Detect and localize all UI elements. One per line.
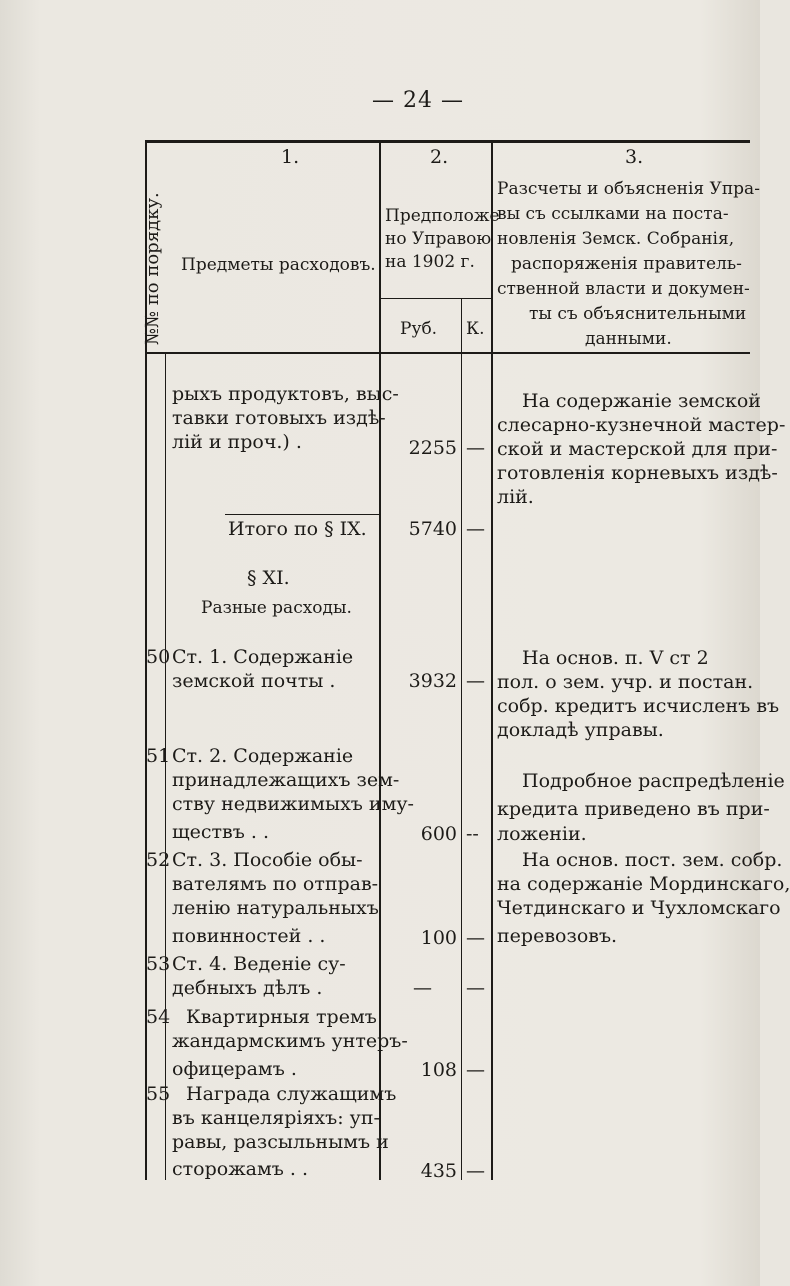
item-line: рыхъ продуктовъ, выс- xyxy=(172,383,399,405)
item-line: равы, разсыльнымъ и xyxy=(172,1131,389,1153)
note-line: готовленія корневыхъ издѣ- xyxy=(497,462,778,484)
col1-number: 1. xyxy=(281,146,300,168)
amount-kop: — xyxy=(466,1059,485,1081)
amount-kop: — xyxy=(466,1160,485,1182)
amount-kop: — xyxy=(466,670,485,692)
col-no-header: №№ по порядку. xyxy=(142,192,163,345)
note-line: Четдинскаго и Чухломскаго xyxy=(497,897,781,919)
col3-header-l2: вы съ ссылками на поста- xyxy=(497,204,729,224)
amount-kop: — xyxy=(466,927,485,949)
col3-header-l4: распоряженія правитель- xyxy=(511,254,742,274)
note-line: Подробное распредѣленіе xyxy=(522,770,785,792)
amount-rub: 100 xyxy=(420,927,457,949)
item-line: ству недвижимыхъ иму- xyxy=(172,793,414,815)
note-line: кредита приведено въ при- xyxy=(497,798,770,820)
col2-divider xyxy=(491,143,493,1180)
note-line: На основ. п. V ст 2 xyxy=(522,647,709,669)
amount-rub: 435 xyxy=(420,1160,457,1182)
item-line: офицерамъ . xyxy=(172,1058,297,1080)
row-number: 54 xyxy=(146,1006,171,1028)
note-line: лій. xyxy=(497,486,534,508)
amount-kop: — xyxy=(466,437,485,459)
amount-rub: — xyxy=(413,977,432,999)
col3-header-l6: ты съ объяснительными xyxy=(529,304,747,324)
col3-number: 3. xyxy=(625,146,644,168)
amount-kop: — xyxy=(466,977,485,999)
col3-header-l3: новленія Земск. Собранія, xyxy=(497,229,735,249)
item-line: принадлежащихъ зем- xyxy=(172,769,400,791)
row-number: 52 xyxy=(146,849,171,871)
col2-rubkop-divider xyxy=(461,298,462,1180)
note-line: ложеніи. xyxy=(497,823,587,845)
item-line: жандармскимъ унтеръ- xyxy=(172,1030,408,1052)
amount-rub: 600 xyxy=(420,823,457,845)
note-line: докладѣ управы. xyxy=(497,719,664,741)
item-line: въ канцеляріяхъ: уп- xyxy=(172,1107,380,1129)
item-line: Ст. 3. Пособіе обы- xyxy=(172,849,363,871)
item-line: дебныхъ дѣлъ . xyxy=(172,977,323,999)
total-kop: — xyxy=(466,518,485,540)
col3-header-l5: ственной власти и докумен- xyxy=(497,279,750,299)
col3-header-l7: данными. xyxy=(585,329,672,349)
item-line: Квартирныя тремъ xyxy=(186,1006,377,1028)
page-number: — 24 — xyxy=(372,88,464,113)
total-rule xyxy=(225,514,380,515)
row-number: 53 xyxy=(146,953,171,975)
item-line: Ст. 1. Содержаніе xyxy=(172,646,354,668)
total-label: Итого по § IX. xyxy=(228,518,367,540)
amount-rub: 108 xyxy=(420,1059,457,1081)
item-line: сторожамъ . . xyxy=(172,1158,309,1180)
note-line: перевозовъ. xyxy=(497,925,618,947)
item-line: вателямъ по отправ- xyxy=(172,873,379,895)
item-line: Ст. 4. Веденіе су- xyxy=(172,953,346,975)
amount-rub: 3932 xyxy=(408,670,457,692)
note-line: ской и мастерской для при- xyxy=(497,438,778,460)
item-line: ленію натуральныхъ xyxy=(172,897,379,919)
note-line: пол. о зем. учр. и постан. xyxy=(497,671,754,693)
note-line: на содержаніе Мординскаго, xyxy=(497,873,790,895)
table-top-rule xyxy=(145,140,750,143)
amount-kop: -- xyxy=(466,823,479,845)
col2-kop-header: К. xyxy=(466,319,485,339)
col3-header-l1: Разсчеты и объясненія Упра- xyxy=(497,179,760,199)
note-line: собр. кредитъ исчисленъ въ xyxy=(497,695,780,717)
amount-rub: 2255 xyxy=(408,437,457,459)
note-line: На содержаніе земской xyxy=(522,390,761,412)
total-rub: 5740 xyxy=(408,518,457,540)
col2-number: 2. xyxy=(430,146,449,168)
item-line: земской почты . xyxy=(172,670,336,692)
section-title: Разные расходы. xyxy=(201,598,352,618)
item-line: ществъ . . xyxy=(172,821,270,843)
note-line: слесарно-кузнечной мастер- xyxy=(497,414,786,436)
col2-header-l2: но Управою xyxy=(385,229,492,249)
col1-header: Предметы расходовъ. xyxy=(181,255,376,275)
col2-rub-header: Руб. xyxy=(400,319,438,339)
item-line: Ст. 2. Содержаніе xyxy=(172,745,354,767)
section-number: § XI. xyxy=(247,567,290,589)
row-number: 55 xyxy=(146,1083,171,1105)
item-line: Награда служащимъ xyxy=(186,1083,397,1105)
col2-header-l3: на 1902 г. xyxy=(385,252,475,272)
row-number: 50 xyxy=(146,646,171,668)
note-line: На основ. пост. зем. собр. xyxy=(522,849,783,871)
col2-sub-rule xyxy=(380,298,491,299)
header-bottom-rule xyxy=(145,352,750,354)
item-line: лій и проч.) . xyxy=(172,431,302,453)
row-number: 51 xyxy=(146,745,171,767)
item-line: повинностей . . xyxy=(172,925,326,947)
item-line: тавки готовыхъ издѣ- xyxy=(172,407,386,429)
col2-header-l1: Предположе xyxy=(385,206,500,226)
